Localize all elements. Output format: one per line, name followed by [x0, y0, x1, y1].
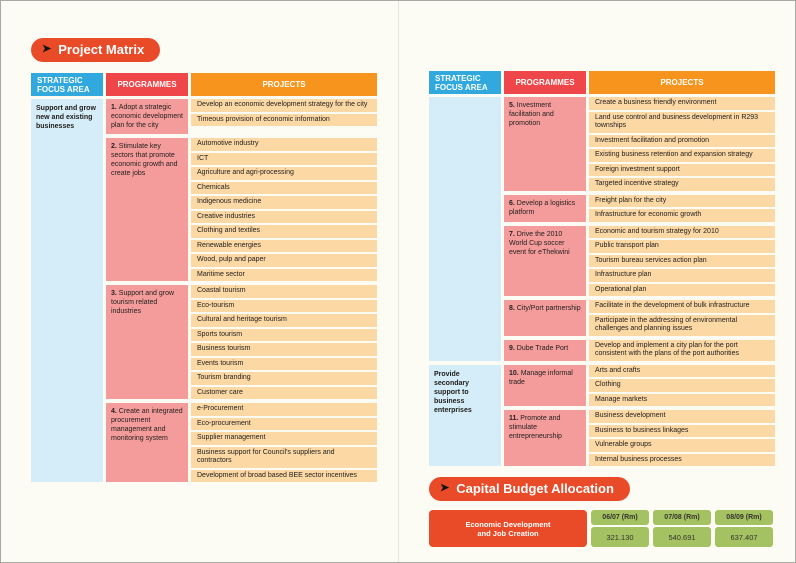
column-header-projects: PROJECTS — [191, 73, 377, 96]
project-row: Agriculture and agri-processing — [191, 167, 377, 180]
budget-value: 637.407 — [715, 527, 773, 547]
project-row: Economic and tourism strategy for 2010 — [589, 226, 775, 239]
project-row: Investment facilitation and promotion — [589, 135, 775, 148]
project-row: Maritime sector — [191, 269, 377, 282]
matrix-header-row — [429, 71, 775, 94]
programme-group — [106, 285, 377, 399]
programme-groups — [504, 97, 775, 361]
programme-group — [504, 195, 775, 222]
project-row: Clothing — [589, 379, 775, 392]
matrix-header-row — [31, 73, 377, 96]
programme-number: 3. — [111, 290, 119, 297]
project-row: Existing business retention and expansion strategy — [589, 149, 775, 162]
project-row: Internal business processes — [589, 454, 775, 467]
budget-row-label — [429, 510, 587, 547]
budget-row-label-text: Economic Development and Job Creation — [465, 519, 551, 538]
projects-list — [191, 99, 377, 134]
project-row: e-Procurement — [191, 403, 377, 416]
project-row: Creative industries — [191, 211, 377, 224]
project-row: Arts and crafts — [589, 365, 775, 378]
capital-budget-title-pill — [429, 477, 630, 501]
programme-cell: 3. Support and grow tourism related industries — [106, 285, 188, 399]
projects-list — [589, 97, 775, 191]
page-right — [429, 71, 773, 547]
page-fold-divider — [398, 1, 399, 562]
project-row: Business to business linkages — [589, 425, 775, 438]
programme-cell: 10. Manage informal trade — [504, 365, 586, 407]
budget-year-header: 07/08 (Rm) — [653, 510, 711, 525]
focus-area-cell — [429, 97, 501, 361]
project-row: Operational plan — [589, 284, 775, 297]
budget-value: 540.691 — [653, 527, 711, 547]
programme-number: 9. — [509, 344, 517, 352]
programme-cell: 6. Develop a logistics platform — [504, 195, 586, 222]
project-row: Participate in the addressing of environmental challenges and planning issues — [589, 315, 775, 336]
section-title: Capital Budget Allocation — [456, 481, 614, 496]
project-row: Foreign investment support — [589, 164, 775, 177]
programme-cell: 4. Create an integrated procurement management and monitoring system — [106, 403, 188, 482]
project-row: Targeted incentive strategy — [589, 178, 775, 191]
budget-year-header: 06/07 (Rm) — [591, 510, 649, 525]
column-header-programmes: PROGRAMMES — [504, 71, 586, 94]
project-row: Freight plan for the city — [589, 195, 775, 208]
project-row: Business tourism — [191, 343, 377, 356]
project-row: Tourism branding — [191, 372, 377, 385]
page-left — [31, 38, 377, 482]
column-header-projects: PROJECTS — [589, 71, 775, 94]
project-matrix-title-pill — [31, 38, 160, 62]
programme-cell: 9. Dube Trade Port — [504, 340, 586, 361]
programme-number: 2. — [111, 143, 119, 150]
project-row: Events tourism — [191, 358, 377, 371]
budget-column-0809 — [715, 510, 773, 547]
programme-number: 10. — [509, 369, 521, 377]
budget-table — [429, 510, 773, 547]
projects-list — [589, 365, 775, 407]
programme-cell: 2. Stimulate key sectors that promote economic growth and create jobs — [106, 138, 188, 281]
column-header-strategic-focus-area: STRATEGIC FOCUS AREA — [429, 71, 501, 94]
programme-group — [504, 97, 775, 191]
matrix-body — [429, 97, 775, 466]
project-row: Develop and implement a city plan for the port consistent with the plans of the port authorities — [589, 340, 775, 361]
budget-year-header: 08/09 (Rm) — [715, 510, 773, 525]
programme-group — [106, 403, 377, 482]
projects-list — [589, 410, 775, 466]
budget-value: 321.130 — [591, 527, 649, 547]
programme-group — [504, 365, 775, 407]
project-row: Vulnerable groups — [589, 439, 775, 452]
arrow-icon: ➤ — [42, 43, 52, 55]
programme-number: 1. — [111, 104, 119, 111]
project-row: Wood, pulp and paper — [191, 254, 377, 267]
project-row: Eco-procurement — [191, 418, 377, 431]
projects-list — [589, 300, 775, 336]
project-row: Automotive industry — [191, 138, 377, 151]
matrix-band — [429, 97, 775, 361]
focus-area-cell: Provide secondary support to business enterprises — [429, 365, 501, 467]
programme-number: 11. — [509, 415, 521, 422]
programme-number: 7. — [509, 230, 517, 238]
project-row: Infrastructure plan — [589, 269, 775, 282]
project-row: Clothing and textiles — [191, 225, 377, 238]
programme-cell: 7. Drive the 2010 World Cup soccer event for eThekwini — [504, 226, 586, 297]
programme-group — [504, 226, 775, 297]
programme-cell: 8. City/Port partnership — [504, 300, 586, 336]
column-header-strategic-focus-area: STRATEGIC FOCUS AREA — [31, 73, 103, 96]
project-row: ICT — [191, 153, 377, 166]
programme-group — [106, 138, 377, 281]
column-header-programmes: PROGRAMMES — [106, 73, 188, 96]
project-row: Business development — [589, 410, 775, 423]
capital-budget-section — [429, 477, 773, 547]
arrow-icon: ➤ — [440, 482, 450, 494]
project-row: Eco-tourism — [191, 300, 377, 313]
budget-column-0708 — [653, 510, 711, 547]
project-row: Develop an economic development strategy for the city — [191, 99, 377, 112]
programme-group — [504, 300, 775, 336]
projects-list — [191, 285, 377, 399]
project-row: Business support for Council's suppliers and contractors — [191, 447, 377, 468]
project-matrix-table-left — [31, 73, 377, 482]
matrix-band — [429, 365, 775, 467]
project-row: Customer care — [191, 387, 377, 400]
project-row: Supplier management — [191, 432, 377, 445]
programme-group — [106, 99, 377, 134]
programme-groups — [504, 365, 775, 467]
programme-number: 8. — [509, 305, 517, 312]
project-row: Development of broad based BEE sector incentives — [191, 470, 377, 483]
projects-list — [191, 403, 377, 482]
project-row: Cultural and heritage tourism — [191, 314, 377, 327]
programme-cell: 5. Investment facilitation and promotion — [504, 97, 586, 191]
project-row: Chemicals — [191, 182, 377, 195]
programme-number: 6. — [509, 199, 517, 207]
programme-cell: 1. Adopt a strategic economic development plan for the city — [106, 99, 188, 134]
projects-list — [589, 195, 775, 222]
matrix-body — [31, 99, 377, 482]
project-row: Infrastructure for economic growth — [589, 209, 775, 222]
programme-group — [504, 340, 775, 361]
projects-list — [589, 226, 775, 297]
programme-number: 5. — [509, 102, 517, 109]
programme-group — [504, 410, 775, 466]
project-row: Coastal tourism — [191, 285, 377, 298]
page-title: Project Matrix — [58, 42, 145, 57]
project-row: Facilitate in the development of bulk infrastructure — [589, 300, 775, 313]
matrix-band — [31, 99, 377, 482]
programme-cell: 11. Promote and stimulate entrepreneurship — [504, 410, 586, 466]
project-row: Public transport plan — [589, 240, 775, 253]
programme-groups — [106, 99, 377, 482]
project-row: Create a business friendly environment — [589, 97, 775, 110]
projects-list — [589, 340, 775, 361]
project-row: Land use control and business development in R293 townships — [589, 112, 775, 133]
project-row: Renewable energies — [191, 240, 377, 253]
project-row: Sports tourism — [191, 329, 377, 342]
project-row: Timeous provision of economic information — [191, 114, 377, 127]
project-row: Manage markets — [589, 394, 775, 407]
focus-area-cell: Support and grow new and existing businesses — [31, 99, 103, 482]
projects-list — [191, 138, 377, 281]
project-row: Tourism bureau services action plan — [589, 255, 775, 268]
project-matrix-table-right — [429, 71, 775, 466]
programme-number: 4. — [111, 408, 119, 415]
budget-column-0607 — [591, 510, 649, 547]
project-row: Indigenous medicine — [191, 196, 377, 209]
